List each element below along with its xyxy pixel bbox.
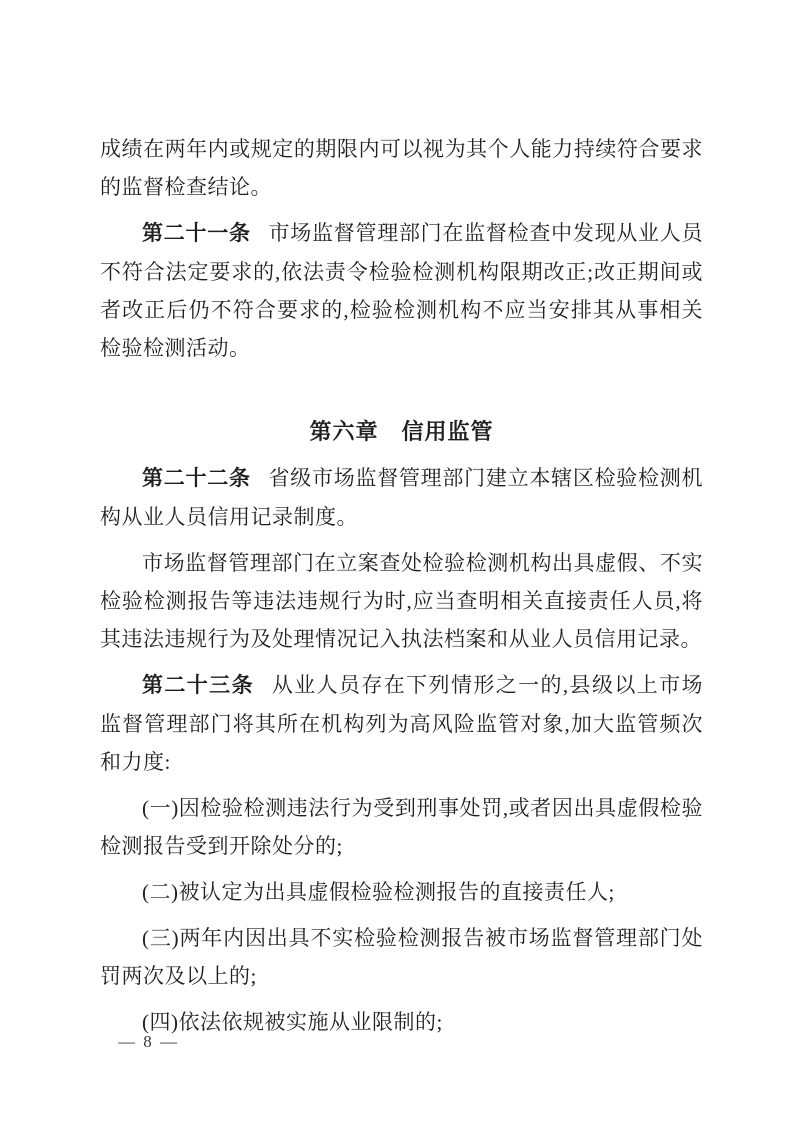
article-number-23: 第二十三条 — [142, 674, 254, 697]
list-item-2: (二)被认定为出具虚假检验检测报告的直接责任人; — [142, 880, 615, 904]
article-number-21: 第二十一条 — [142, 222, 251, 245]
paragraph-text: 从业人员存在下列情形之一的,县级以上市场监督管理部门将其所在机构列为高风险监管对象,加大监管频次和力度: — [100, 673, 704, 774]
list-item-3: (三)两年内因出具不实检验检测报告被市场监督管理部门处罚两次及以上的; — [100, 926, 703, 988]
article-number-22: 第二十二条 — [142, 467, 251, 490]
list-item-4: (四)依法依规被实施从业限制的; — [142, 1010, 443, 1034]
paragraph-text: 省级市场监督管理部门建立本辖区检验检测机构从业人员信用记录制度。 — [100, 466, 704, 529]
paragraph-article-23 — [100, 666, 703, 781]
chapter-heading: 第六章 信用监管 — [309, 419, 494, 444]
paragraph-credit-record: 市场监督管理部门在立案查处检验检测机构出具虚假、不实检验检测报告等违法违规行为时,应当查明相关直接责任人员,将其违法违规行为及处理情况记入执法档案和从业人员信用记录。 — [100, 551, 703, 651]
list-item-1: (一)因检验检测违法行为受到刑事处罚,或者因出具虚假检验检测报告受到开除处分的; — [100, 796, 703, 858]
paragraph-text: 市场监督管理部门在监督检查中发现从业人员不符合法定要求的,依法责令检验检测机构限期改正;改正期间或者改正后仍不符合要求的,检验检测机构不应当安排其从事相关检验检测活动。 — [100, 221, 704, 360]
page-number: — 8 — — [118, 1032, 179, 1051]
paragraph-article-22 — [100, 459, 703, 536]
paragraph-continuation: 成绩在两年内或规定的期限内可以视为其个人能力持续符合要求的监督检查结论。 — [100, 137, 703, 199]
paragraph-article-21 — [100, 214, 703, 367]
